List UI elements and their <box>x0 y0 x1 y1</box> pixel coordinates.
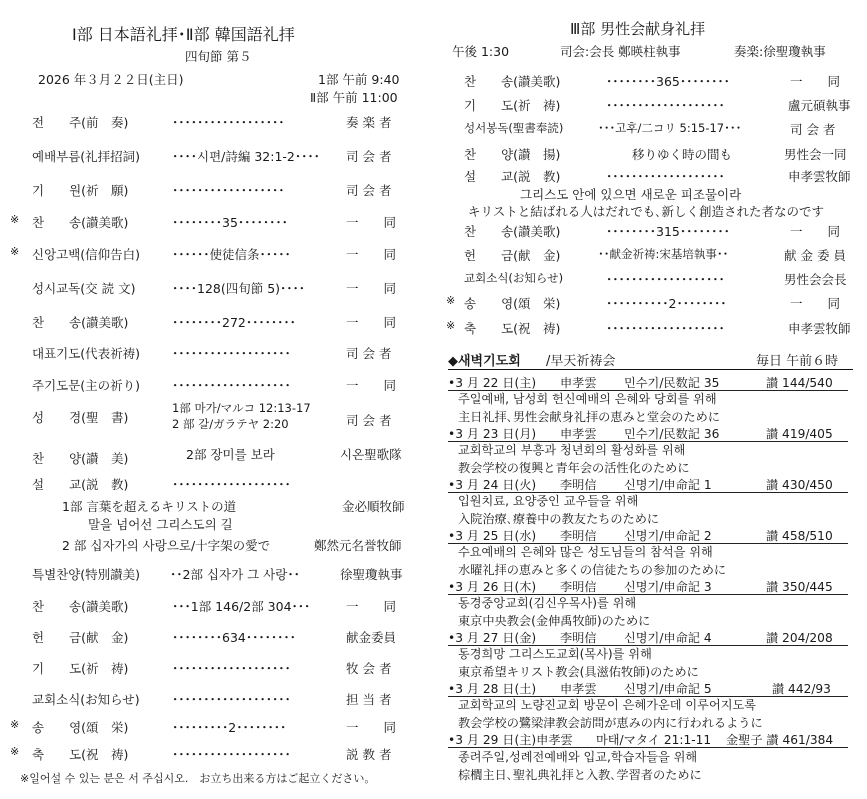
prayer-intention-japanese: 水曜礼拝の恵みと多くの信徒たちの参加のために <box>458 563 727 577</box>
order-item <box>10 745 420 765</box>
order-label: 교회소식(お知らせ) <box>32 692 140 707</box>
season-label: 四旬節 第５ <box>185 49 252 64</box>
order-leader: 男性会会長 <box>784 272 847 287</box>
order-leader: 司 会 者 <box>346 183 392 198</box>
prayer-passage: 신명기/申命記 2 <box>624 529 712 543</box>
order-item <box>10 718 420 738</box>
standing-mark: ※ <box>10 213 20 226</box>
prayer-day-row <box>448 374 848 391</box>
order-item <box>446 145 856 165</box>
prayer-day-row <box>448 680 848 697</box>
prayer-day-row <box>448 578 848 595</box>
order-detail: ･･････････････････ <box>172 183 285 198</box>
service-organist: 奏楽:徐聖瓊執事 <box>734 44 826 59</box>
order-leader: 一 同 <box>790 224 841 239</box>
order-label: 주기도문(主の祈り) <box>32 378 141 393</box>
prayer-intention-japanese: 東京希望キリスト教会(具滋佑牧師)のために <box>458 665 699 679</box>
prayer-hymn: 讃 458/510 <box>766 529 833 543</box>
first-service-time: 1部 午前 9:40 <box>318 72 400 87</box>
order-leader: 献 金 委 員 <box>784 248 846 263</box>
prayer-intention-korean: 교회학교의 노량진교회 방문이 은혜가운데 이루어지도록 <box>458 698 757 712</box>
service-time: 午後 1:30 <box>452 44 510 59</box>
order-label: 성시교독(交 読 文) <box>32 281 136 296</box>
prayer-intention-japanese: 主日礼拝､男性会献身礼拝の恵みと堂会のために <box>458 410 721 424</box>
prayer-date: •3 月 28 日(土) <box>448 682 537 696</box>
order-detail: ････････365････････ <box>606 74 730 89</box>
order-label: 설 교(説 教) <box>32 477 129 492</box>
order-leader: 一 同 <box>346 315 397 330</box>
order-detail: ･･････使徒信条･････ <box>172 247 291 262</box>
scripture-part2: 2 部 갈/ガラテヤ 2:20 <box>172 417 289 431</box>
order-label: 찬 송(讃美歌) <box>32 599 129 614</box>
dawn-prayer-header <box>448 350 853 370</box>
order-detail: ････････35････････ <box>172 215 288 230</box>
choir-name: 시온聖歌隊 <box>340 447 402 462</box>
sermon2-title: 2 部 십자가의 사랑으로/十字架の愛で <box>62 538 271 553</box>
prayer-intention-korean: 교회학교의 부흥과 청년회의 활성화를 위해 <box>458 443 686 457</box>
service-title: Ⅰ部 日本語礼拝･Ⅱ部 韓国語礼拝 <box>72 25 295 44</box>
order-item <box>10 344 420 364</box>
dawn-prayer-time: 毎日 午前６時 <box>756 354 839 369</box>
order-detail: ･･･1部 146/2部 304･･･ <box>172 599 311 614</box>
order-detail: ･･････････2････････ <box>606 296 727 311</box>
standing-mark: ※ <box>10 245 20 258</box>
order-item <box>446 120 856 140</box>
second-service-time: Ⅱ部 午前 11:00 <box>310 90 398 105</box>
prayer-intention-japanese: 棕櫚主日､聖礼典礼拝と入教､学習者のために <box>458 768 702 782</box>
standing-mark: ※ <box>446 319 456 332</box>
order-label: 헌 금(献 金) <box>32 630 129 645</box>
sermon-item <box>10 475 420 495</box>
order-item <box>446 72 856 92</box>
order-detail: 移りゆく時の間も <box>632 147 733 162</box>
service-title: Ⅲ部 男性会献身礼拝 <box>570 20 706 38</box>
prayer-passage: 민수기/民数記 36 <box>624 427 720 441</box>
order-item <box>10 628 420 648</box>
order-label: 찬 양(讃 揚) <box>464 147 561 162</box>
prayer-passage: 신명기/申命記 4 <box>624 631 712 645</box>
order-detail: ･･･････････････････ <box>606 272 725 287</box>
prayer-hymn: 讃 430/450 <box>766 478 833 492</box>
prayer-leader: 李明信 <box>560 631 597 645</box>
order-item <box>10 245 420 265</box>
scripture-part1: 1部 마가/マルコ 12:13-17 <box>172 401 311 415</box>
order-detail: ･･･고후/二コリ 5:15-17･･･ <box>598 121 742 135</box>
order-item <box>446 96 856 116</box>
order-item <box>446 294 856 314</box>
prayer-leader: 李明信 <box>560 580 597 594</box>
standing-mark: ※ <box>10 718 20 731</box>
order-item <box>446 270 856 290</box>
order-leader: 男性会一同 <box>784 147 847 162</box>
prayer-hymn: 讃 419/405 <box>766 427 833 441</box>
order-leader: 説 教 者 <box>346 747 392 762</box>
order-label: 기 원(祈 願) <box>32 183 129 198</box>
sermon1-title: 1部 言葉を超えるキリストの道 <box>62 499 237 514</box>
order-label: 축 도(祝 祷) <box>464 321 561 336</box>
order-item <box>10 376 420 396</box>
sermon-title-japanese: キリストと結ばれる人はだれでも､新しく創造された者なのです <box>468 204 825 219</box>
prayer-day-row <box>448 731 848 748</box>
order-leader: 司 会 者 <box>346 413 392 428</box>
prayer-day-row <box>448 425 848 442</box>
order-label: 성 경(聖 書) <box>32 410 129 425</box>
prayer-intention-korean: 수요예배의 은혜와 많은 성도님들의 참석을 위해 <box>458 545 713 559</box>
order-label: 축 도(祝 祷) <box>32 747 129 762</box>
service-host: 司会:会長 鄭暎柱執事 <box>560 44 681 59</box>
prayer-leader: 李明信 <box>560 478 597 492</box>
standing-mark: ※ <box>446 294 456 307</box>
prayer-intention-japanese: 教会学校の鷺梁津教会訪問が恵みの内に行われるように <box>458 716 763 730</box>
order-label: 설 교(説 教) <box>464 169 561 184</box>
order-leader: 一 同 <box>346 599 397 614</box>
prayer-hymn: 讃 442/93 <box>772 682 831 696</box>
sermon1-title-korean: 말을 넘어선 그리스도의 길 <box>88 517 233 532</box>
prayer-date: •3 月 24 日(火) <box>448 478 537 492</box>
prayer-passage: 신명기/申命記 3 <box>624 580 712 594</box>
prayer-passage: 신명기/申命記 5 <box>624 682 712 696</box>
order-leader: 牧 会 者 <box>346 661 392 676</box>
standing-mark: ※ <box>10 745 20 758</box>
prayer-intention-korean: 주일예배, 남성회 헌신예배의 은혜와 당회를 위해 <box>458 392 717 406</box>
order-detail: ････････634････････ <box>172 630 296 645</box>
prayer-intention-japanese: 東京中央教会(金伸禹牧師)のために <box>458 614 651 628</box>
sermon1-preacher: 金必順牧師 <box>342 499 405 514</box>
order-leader: 奏 楽 者 <box>346 115 392 130</box>
order-detail: ･･･････････････････ <box>606 98 725 113</box>
order-label: 교회소식(お知らせ) <box>464 271 564 285</box>
order-detail: ･･･････････････････ <box>172 747 291 762</box>
order-leader: 一 同 <box>346 378 397 393</box>
order-detail: ･･･････････････････ <box>606 321 725 336</box>
order-detail: ･･献金祈祷:宋基培執事･･ <box>598 247 729 261</box>
order-detail: ･･･････････････････ <box>172 661 291 676</box>
order-label: 송 영(頌 栄) <box>32 720 129 735</box>
order-label: 예배부름(礼拝招詞) <box>32 149 141 164</box>
prayer-day-row <box>448 629 848 646</box>
prayer-intention-korean: 동경희망 그리스도교회(목사)를 위해 <box>458 647 652 661</box>
order-detail: ･･･････････････････ <box>172 346 291 361</box>
dawn-prayer-title: ◆새벽기도회 <box>448 354 521 369</box>
prayer-day-row <box>448 527 848 544</box>
order-leader: 盧元碩執事 <box>788 98 851 113</box>
scripture-item <box>10 401 420 441</box>
order-label: 찬 송(讃美歌) <box>464 74 561 89</box>
praise-title: 2部 장미를 보라 <box>186 447 275 462</box>
prayer-intention-japanese: 教会学校の復興と青年会の活性化のために <box>458 461 690 475</box>
sermon2-preacher: 鄭然元名誉牧師 <box>314 538 402 553</box>
order-label: 찬 양(讃 美) <box>32 451 129 466</box>
prayer-intention-japanese: 入院治療､療養中の教友たちのために <box>458 512 660 526</box>
order-detail: ･･････････････････ <box>172 115 285 130</box>
order-label: 찬 송(讃美歌) <box>32 215 129 230</box>
order-leader: 一 同 <box>790 296 841 311</box>
order-label: 헌 금(献 金) <box>464 248 561 263</box>
order-detail: ････････315････････ <box>606 224 730 239</box>
order-leader: 申孝雲牧師 <box>788 321 851 336</box>
order-leader: 司 会 者 <box>346 346 392 361</box>
prayer-hymn: 讃 204/208 <box>766 631 833 645</box>
prayer-leader: 申孝雲 <box>560 376 597 390</box>
dawn-prayer-subtitle: /早天祈祷会 <box>546 354 616 369</box>
order-label: 찬 송(讃美歌) <box>464 224 561 239</box>
order-item <box>446 319 856 339</box>
order-detail: ･･2部 십자가 그 사랑･･ <box>170 567 300 582</box>
order-leader: 一 同 <box>346 215 397 230</box>
prayer-date: •3 月 23 日(月) <box>448 427 537 441</box>
standing-footnote: ※일어설 수 있는 분은 서 주십시오. お立ち出来る方はご起立ください。 <box>20 772 376 785</box>
order-label: 기 도(祈 祷) <box>32 661 129 676</box>
order-label: 대표기도(代表祈祷) <box>32 346 141 361</box>
order-label: 기 도(祈 祷) <box>464 98 561 113</box>
order-leader: 司 会 者 <box>790 122 836 137</box>
order-leader: 徐聖瓊執事 <box>340 567 403 582</box>
prayer-intention-korean: 종려주일,성례전예배와 입교,학습자들을 위해 <box>458 750 698 764</box>
order-item <box>446 167 856 187</box>
order-leader: 申孝雲牧師 <box>788 169 851 184</box>
order-leader: 一 同 <box>346 281 397 296</box>
prayer-passage: 신명기/申命記 1 <box>624 478 712 492</box>
order-leader: 司 会 者 <box>346 149 392 164</box>
order-leader: 一 同 <box>790 74 841 89</box>
prayer-hymn: 讃 144/540 <box>766 376 833 390</box>
prayer-date: •3 月 25 日(水) <box>448 529 537 543</box>
service-date: 2026 年３月２２日(主日) <box>38 72 184 87</box>
prayer-leader: 李明信 <box>560 529 597 543</box>
prayer-date: •3 月 27 日(金) <box>448 631 537 645</box>
order-detail: ･･･････････････････ <box>172 692 291 707</box>
order-label: 신앙고백(信仰告白) <box>32 247 141 262</box>
prayer-leader: 申孝雲 <box>560 682 597 696</box>
order-item <box>10 565 420 585</box>
order-detail: ･･･････････････････ <box>172 378 291 393</box>
prayer-intention-korean: 동경중앙교회(김신우목사)를 위해 <box>458 596 637 610</box>
order-item <box>10 690 420 710</box>
order-leader: 一 同 <box>346 247 397 262</box>
prayer-leader: 申孝雲 <box>560 427 597 441</box>
prayer-date: •3 月 29 日(主)申孝雲 <box>448 733 573 747</box>
order-detail: ･････････2････････ <box>172 720 287 735</box>
order-label: 송 영(頌 栄) <box>464 296 561 311</box>
order-leader: 献金委員 <box>346 630 397 645</box>
order-label: 전 주(前 奏) <box>32 115 129 130</box>
order-label: 특별찬양(特別讃美) <box>32 567 141 582</box>
order-item <box>10 597 420 617</box>
order-item <box>446 222 856 242</box>
praise-item <box>10 445 420 465</box>
order-item <box>446 246 856 266</box>
prayer-intention-korean: 입원치료, 요양중인 교우들을 위해 <box>458 494 639 508</box>
order-detail: ････시편/詩編 32:1-2････ <box>172 149 320 164</box>
order-item <box>10 659 420 679</box>
order-label: 찬 송(讃美歌) <box>32 315 129 330</box>
order-item <box>10 181 420 201</box>
order-item <box>10 213 420 233</box>
sermon-title-korean: 그리스도 안에 있으면 새로운 피조물이라 <box>520 187 742 202</box>
order-item <box>10 313 420 333</box>
prayer-date: •3 月 26 日(木) <box>448 580 537 594</box>
prayer-passage: 마태/マタイ 21:1-11 <box>596 733 712 747</box>
order-label: 성서봉독(聖書奉読) <box>464 121 564 135</box>
prayer-passage: 민수기/民数記 35 <box>624 376 720 390</box>
prayer-date: •3 月 22 日(主) <box>448 376 537 390</box>
order-detail: ･･･････････････････ <box>172 477 291 492</box>
order-item <box>10 279 420 299</box>
order-leader: 担 当 者 <box>346 692 392 707</box>
prayer-hymn: 金聖子 讃 461/384 <box>726 733 834 747</box>
prayer-hymn: 讃 350/445 <box>766 580 833 594</box>
order-leader: 一 同 <box>346 720 397 735</box>
prayer-day-row <box>448 476 848 493</box>
order-detail: ････128(四旬節 5)････ <box>172 281 306 296</box>
order-detail: ･･･････････････････ <box>606 169 725 184</box>
order-detail: ････････272････････ <box>172 315 296 330</box>
order-item <box>10 147 420 167</box>
order-item <box>10 113 420 133</box>
